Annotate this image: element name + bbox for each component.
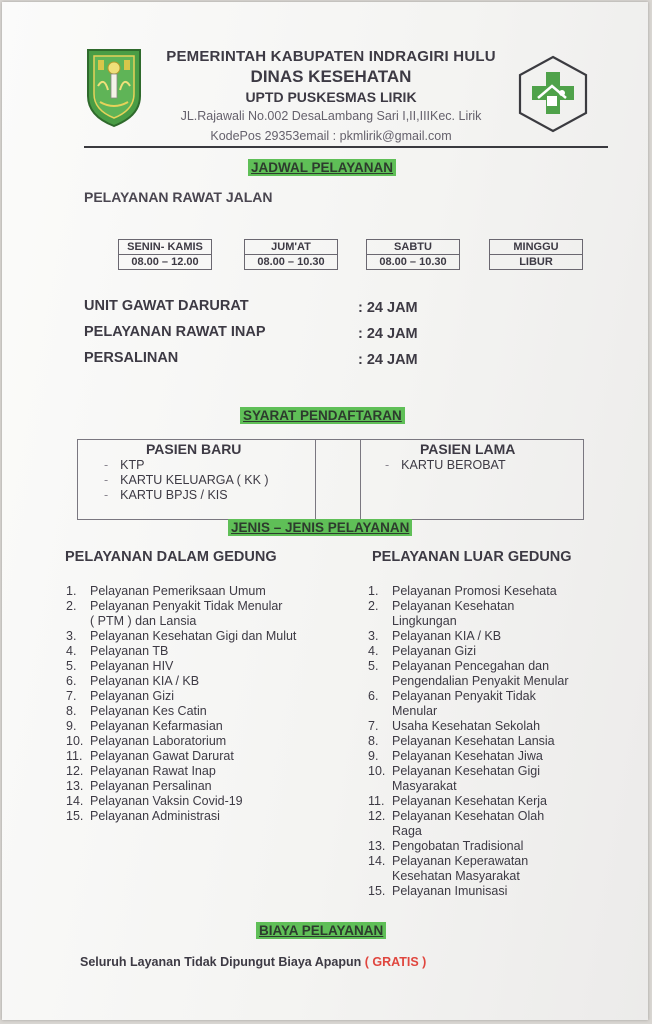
list-number: 3. [368,629,379,643]
service-hours-rawat-inap: : 24 JAM [358,326,418,342]
regency-emblem-icon [84,46,144,128]
list-item-text: Pelayanan Imunisasi [392,884,508,898]
list-item-text: Pelayanan Vaksin Covid-19 [90,794,243,808]
list-number: 2. [66,599,77,613]
pasien-baru-heading: PASIEN BARU [146,441,242,457]
list-number: 15. [66,809,84,823]
list-number: 7. [66,689,77,703]
list-item [368,659,594,689]
list-item [66,674,346,689]
list-item-text: Pelayanan Kesehatan Olah [392,809,545,823]
list-item-text: Pelayanan Administrasi [90,809,220,823]
schedule-box-saturday [366,239,460,270]
list-number: 10. [368,764,386,778]
section-title-biaya: BIAYA PELAYANAN [256,922,386,939]
schedule-time: LIBUR [519,256,553,268]
list-item-text: Pelayanan Persalinan [90,779,212,793]
list-number: 8. [66,704,77,718]
list-item [368,734,594,749]
dalam-gedung-heading: PELAYANAN DALAM GEDUNG [65,549,277,565]
list-item [368,749,594,764]
list-number: 11. [368,794,385,808]
schedule-day: SENIN- KAMIS [119,240,211,255]
list-number: 8. [368,734,379,748]
list-item-text: Raga [392,824,422,838]
luar-gedung-list [368,584,594,899]
list-item-text: ( PTM ) dan Lansia [90,614,197,628]
list-number: 9. [368,749,379,763]
list-item-text: Pengendalian Penyakit Menular [392,674,569,688]
department-name: DINAS KESEHATAN [250,67,412,86]
pasien-lama-heading: PASIEN LAMA [420,441,516,457]
list-item-text: Pelayanan Gizi [392,644,477,658]
list-item: - KARTU BPJS / KIS [104,488,228,502]
list-item-text: Pelayanan Promosi Kesehata [392,584,557,598]
list-item-text: Menular [392,704,438,718]
list-item-text: Pelayanan HIV [90,659,174,673]
address-line: JL.Rajawali No.002 DesaLambang Sari I,II,IIIKec. Lirik [180,109,482,123]
list-item-text: Usaha Kesehatan Sekolah [392,719,541,733]
list-number: 12. [66,764,84,778]
list-item-text: Pelayanan Kesehatan [392,599,515,613]
list-item [66,794,346,809]
section-title-jadwal: JADWAL PELAYANAN [248,159,396,176]
list-item [66,809,346,824]
schedule-day: SABTU [367,240,459,255]
list-item [368,764,594,794]
list-number: 14. [368,854,386,868]
list-number: 13. [368,839,386,853]
service-hours-persalinan: : 24 JAM [358,352,418,368]
requirement-text: KARTU KELUARGA ( KK ) [120,473,269,487]
list-item [368,584,594,599]
list-number: 14. [66,794,84,808]
list-number: 4. [66,644,77,658]
list-item: - KARTU KELUARGA ( KK ) [104,473,269,487]
list-item [368,629,594,644]
list-item [368,794,594,809]
list-number: 5. [368,659,379,673]
list-item-text: Pelayanan Kesehatan Gigi [392,764,541,778]
list-item: - KTP [104,458,145,472]
list-item-text: Pelayanan Rawat Inap [90,764,216,778]
list-number: 10. [66,734,84,748]
service-name-persalinan: PERSALINAN [84,350,179,366]
list-item [368,599,594,629]
list-item-text: Pengobatan Tradisional [392,839,524,853]
registration-table [77,439,584,520]
list-item [368,884,594,899]
list-number: 9. [66,719,77,733]
list-item [66,599,346,629]
list-number: 13. [66,779,84,793]
table-divider [360,440,361,519]
list-item [66,644,346,659]
schedule-box-mon-thu [118,239,212,270]
list-number: 4. [368,644,379,658]
list-item-text: Pelayanan Penyakit Tidak Menular [90,599,283,613]
list-item-text: Pelayanan Kefarmasian [90,719,223,733]
list-item-text: Pelayanan Laboratorium [90,734,227,748]
requirement-text: KARTU BEROBAT [401,458,506,472]
schedule-box-sunday [489,239,583,270]
schedule-time: 08.00 – 10.30 [257,256,325,268]
list-item [368,809,594,839]
list-number: 3. [66,629,77,643]
list-item-text: Kesehatan Masyarakat [392,869,520,883]
list-item [368,644,594,659]
service-name-rawat-inap: PELAYANAN RAWAT INAP [84,324,266,340]
service-hours-ugd: : 24 JAM [358,300,418,316]
schedule-day: JUM'AT [245,240,337,255]
list-item-text: Pelayanan KIA / KB [392,629,502,643]
list-number: 12. [368,809,386,823]
list-item [66,704,346,719]
puskesmas-logo-icon [516,54,590,134]
list-item [368,719,594,734]
list-number: 6. [66,674,77,688]
list-item-text: Pelayanan Kesehatan Lansia [392,734,555,748]
schedule-box-friday [244,239,338,270]
biaya-text: Seluruh Layanan Tidak Dipungut Biaya Apapun [80,955,362,969]
rawat-jalan-label: PELAYANAN RAWAT JALAN [84,189,273,205]
requirement-text: KTP [120,458,145,472]
list-item-text: Pelayanan Kes Catin [90,704,207,718]
document-page [2,2,648,1020]
list-item-text: Pelayanan Gizi [90,689,175,703]
list-number: 1. [368,584,379,598]
list-item [66,764,346,779]
puskesmas-name: UPTD PUSKESMAS LIRIK [245,89,417,105]
schedule-time: 08.00 – 12.00 [131,256,199,268]
list-number: 1. [66,584,77,598]
list-number: 15. [368,884,386,898]
list-item-text: Pelayanan Pencegahan dan [392,659,550,673]
list-item-text: Pelayanan Kesehatan Gigi dan Mulut [90,629,297,643]
section-title-syarat: SYARAT PENDAFTARAN [240,407,405,424]
government-name: PEMERINTAH KABUPATEN INDRAGIRI HULU [166,48,496,65]
letterhead [152,48,510,145]
list-item-text: Pelayanan Penyakit Tidak [392,689,536,703]
header-divider [84,146,608,148]
list-item [66,719,346,734]
list-number: 6. [368,689,379,703]
requirement-text: KARTU BPJS / KIS [120,488,228,502]
list-item [66,779,346,794]
schedule-time: 08.00 – 10.30 [379,256,447,268]
list-item [66,584,346,599]
list-item [368,839,594,854]
list-item [66,734,346,749]
list-number: 11. [66,749,83,763]
list-number: 2. [368,599,379,613]
postal-email-line: KodePos 29353email : pkmlirik@gmail.com [210,129,452,143]
list-item-text: Pelayanan Pemeriksaan Umum [90,584,266,598]
dalam-gedung-list [66,584,346,824]
list-item [66,629,346,644]
list-item [66,659,346,674]
list-item-text: Pelayanan Kesehatan Jiwa [392,749,543,763]
list-number: 5. [66,659,77,673]
list-item [368,689,594,719]
list-item-text: Masyarakat [392,779,457,793]
list-item [368,854,594,884]
luar-gedung-heading: PELAYANAN LUAR GEDUNG [372,549,572,565]
biaya-statement [80,955,426,969]
section-title-jenis: JENIS – JENIS PELAYANAN [228,519,412,536]
list-item-text: Pelayanan Gawat Darurat [90,749,234,763]
list-item-text: Pelayanan TB [90,644,169,658]
service-name-ugd: UNIT GAWAT DARURAT [84,298,249,314]
list-item-text: Lingkungan [392,614,457,628]
list-item-text: Pelayanan Keperawatan [392,854,529,868]
gratis-label: ( GRATIS ) [364,955,427,969]
list-item-text: Pelayanan KIA / KB [90,674,200,688]
list-item [66,689,346,704]
table-divider [315,440,316,519]
list-number: 7. [368,719,379,733]
schedule-day: MINGGU [490,240,582,255]
list-item: - KARTU BEROBAT [385,458,506,472]
list-item [66,749,346,764]
list-item-text: Pelayanan Kesehatan Kerja [392,794,547,808]
